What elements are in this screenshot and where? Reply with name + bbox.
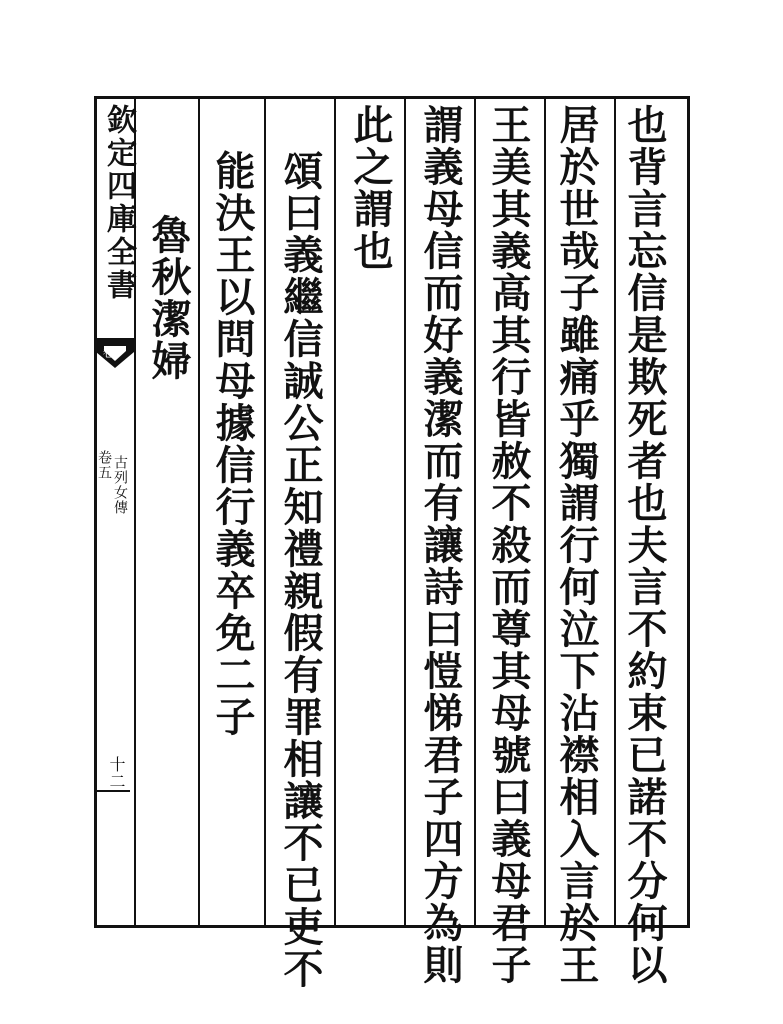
column-rule	[404, 96, 406, 928]
text-column-2: 居於世哉子雖痛乎獨謂行何泣下沾襟相入言於王	[553, 104, 600, 986]
text-column-3: 王美其義高其行皆赦不殺而尊其母號曰義母君子	[485, 104, 532, 986]
collection-title: 欽定四庫全書	[101, 104, 136, 302]
folio-rule	[96, 790, 130, 792]
section-heading: 魯秋潔婦	[145, 214, 192, 382]
column-rule	[614, 96, 616, 928]
text-column-5: 此之謂也	[347, 104, 394, 272]
column-rule	[334, 96, 336, 928]
book-name: 古列女傳	[112, 455, 128, 515]
text-column-1: 也背言忘信是欺死者也夫言不約束已諾不分何以	[621, 104, 668, 986]
section-mark: 卷	[101, 346, 115, 359]
text-column-4: 謂義母信而好義潔而有讓詩曰愷悌君子四方為則	[417, 104, 464, 986]
text-column-6: 頌曰義繼信誠公正知禮親假有罪相讓不已吏不	[277, 150, 324, 990]
column-rule	[544, 96, 546, 928]
page-number: 十二	[107, 756, 126, 790]
column-rule	[264, 96, 266, 928]
text-column-7: 能決王以問母據信行義卒免二子	[209, 150, 256, 738]
chapter-label: 卷五	[96, 450, 112, 480]
column-rule	[474, 96, 476, 928]
column-rule	[198, 96, 200, 928]
